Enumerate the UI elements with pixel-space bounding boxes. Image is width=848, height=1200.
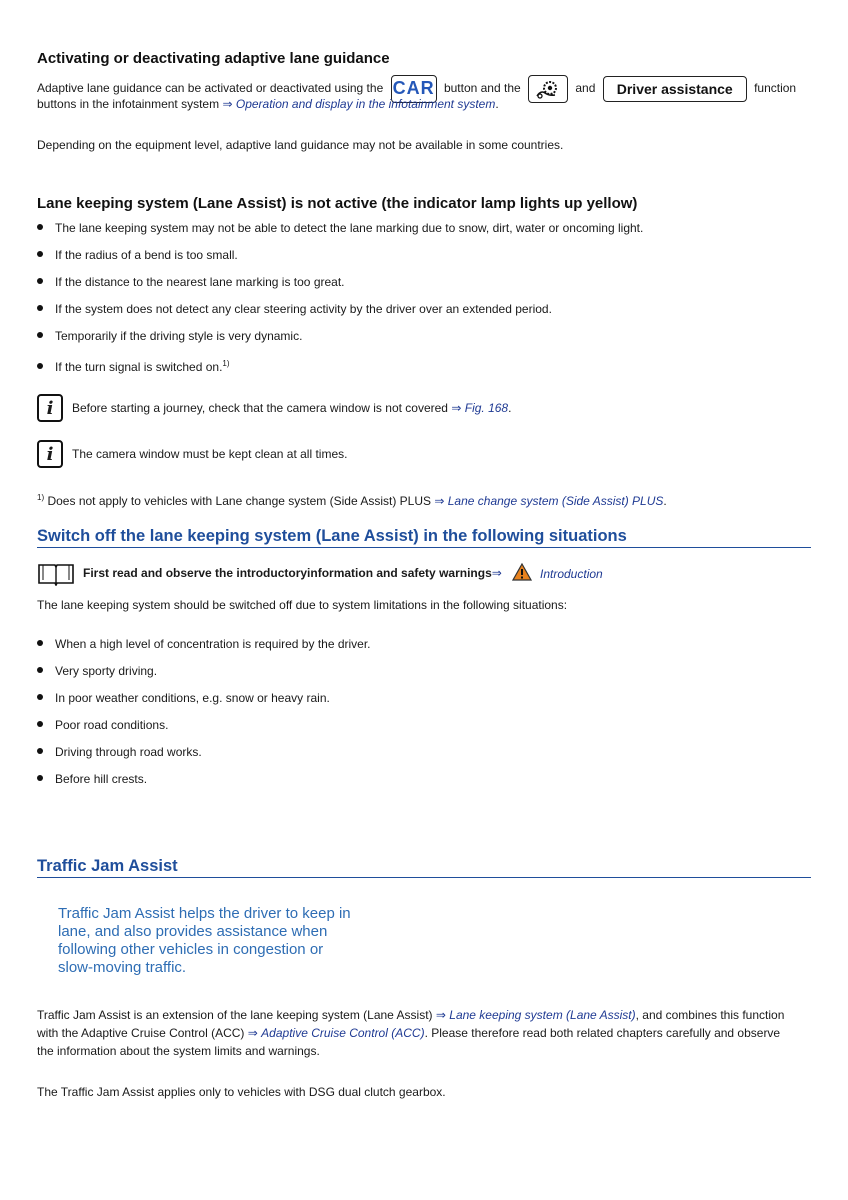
cross-ref-arrow: ⇒ [434,494,445,508]
list-item: If the distance to the nearest lane marking is too great. [37,275,345,289]
cross-ref-arrow: ⇒ [435,1008,446,1022]
list-item: If the radius of a bend is too small. [37,248,238,262]
list-item: When a high level of concentration is required by the driver. [37,637,371,651]
list-item: Poor road conditions. [37,718,168,732]
list-item: Before hill crests. [37,772,147,786]
cross-ref-arrow: ⇒ [222,97,233,111]
bullet-icon [37,332,43,338]
intro-callout: Traffic Jam Assist helps the driver to keep in lane, and also provides assistance when following other vehicles in congestion or slow-moving traffic. [58,905,351,976]
bullet-icon [37,748,43,754]
bullet-icon [37,251,43,257]
paragraph-switch-off-intro: The lane keeping system should be switched off due to system limitations in the following situations: [37,598,568,612]
note-camera-clean: The camera window must be kept clean at all times. [72,447,348,461]
settings-gear-button[interactable] [528,75,568,103]
warning-triangle-icon [512,563,532,581]
bullet-icon [37,667,43,673]
car-button[interactable]: CAR [391,75,437,103]
paragraph-tja-line3: the information about the system limits and warnings. [37,1044,320,1058]
link-introduction[interactable]: Introduction [540,567,603,581]
warning-icon [512,563,532,586]
gear-icon [529,76,567,102]
list-item: Driving through road works. [37,745,202,759]
bullet-icon [37,305,43,311]
driver-assistance-button[interactable]: Driver assistance [603,76,747,102]
info-icon: i [37,394,63,422]
link-fig-168[interactable]: Fig. 168 [464,401,509,415]
paragraph-activation: Adaptive lane guidance can be activated or deactivated using the CAR button and the and Driver assistance function [37,75,817,103]
list-item: Temporarily if the driving style is very dynamic. [37,329,302,343]
link-lane-change-system[interactable]: Lane change system (Side Assist) PLUS [447,494,664,508]
bullet-icon [37,694,43,700]
section-heading-lane-keeping-not-active: Lane keeping system (Lane Assist) is not active (the indicator lamp lights up yellow) [37,195,638,212]
footnote: $^{1)}$ Does not apply to vehicles with Lane change system (Side Assist) PLUS ⇒ Lane change system (Side Assist) PLUS. [37,493,667,508]
link-operation-display[interactable]: Operation and display in the infotainment system [235,97,496,111]
cross-ref-arrow: ⇒ [451,401,462,415]
bullet-icon [37,640,43,646]
paragraph-tja-line2: with the Adaptive Cruise Control (ACC) ⇒ Adaptive Cruise Control (ACC). Please therefore read both related chapters carefully and observe [37,1026,781,1040]
section-heading-traffic-jam-assist: Traffic Jam Assist [37,857,811,878]
read-first-notice: First read and observe the introductoryinformation and safety warnings⇒ [83,566,502,580]
cross-ref-arrow: ⇒ [491,566,502,580]
list-item: If the turn signal is switched on.$^{1)}$ [37,359,230,374]
read-first-book-icon [37,562,75,591]
section-heading-switch-off: Switch off the lane keeping system (Lane Assist) in the following situations [37,527,811,548]
note-camera-covered: Before starting a journey, check that the camera window is not covered ⇒ Fig. 168. [72,401,512,415]
link-acc[interactable]: Adaptive Cruise Control (ACC) [261,1026,425,1040]
list-item: In poor weather conditions, e.g. snow or heavy rain. [37,691,330,705]
bullet-icon [37,363,43,369]
paragraph-activation-line2: buttons in the infotainment system ⇒ Operation and display in the infotainment system. [37,97,499,111]
open-book-icon [37,562,75,586]
paragraph-dsg: The Traffic Jam Assist applies only to vehicles with DSG dual clutch gearbox. [37,1085,446,1099]
cross-ref-arrow: ⇒ [247,1026,258,1040]
bullet-icon [37,721,43,727]
section-heading-adaptive-lane-guidance: Activating or deactivating adaptive lane guidance [37,50,390,67]
bullet-icon [37,224,43,230]
paragraph-tja-line1: Traffic Jam Assist is an extension of the lane keeping system (Lane Assist) ⇒ Lane keeping system (Lane Assist), and combines this function [37,1008,785,1022]
link-lane-keeping-system[interactable]: Lane keeping system (Lane Assist) [449,1008,636,1022]
footnote-ref[interactable]: 1) [222,359,230,368]
list-item: The lane keeping system may not be able to detect the lane marking due to snow, dirt, water or oncoming light. [37,221,643,235]
info-icon: i [37,440,63,468]
bullet-icon [37,775,43,781]
paragraph-equipment-level: Depending on the equipment level, adaptive land guidance may not be available in some countries. [37,138,564,152]
list-item: Very sporty driving. [37,664,157,678]
bullet-icon [37,278,43,284]
list-item: If the system does not detect any clear steering activity by the driver over an extended period. [37,302,552,316]
